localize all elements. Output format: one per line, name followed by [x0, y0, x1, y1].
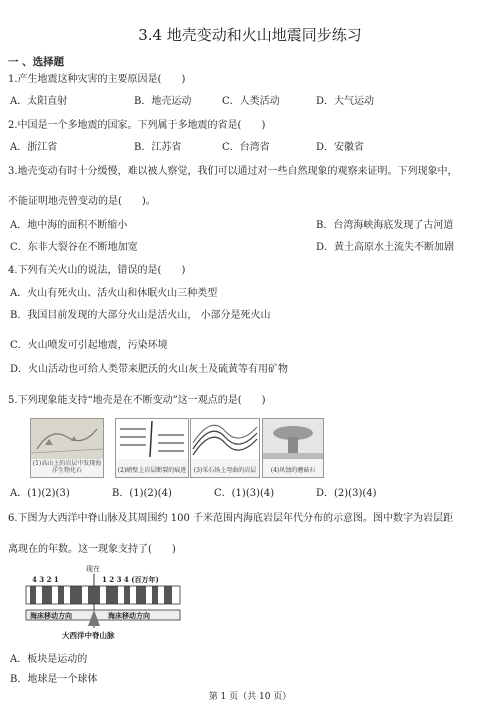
q6-stem-line2: 离现在的年数。这一现象支持了( ) [8, 544, 176, 555]
folded-rock-image [190, 418, 260, 478]
figure-right-arrow-label: 海床移动方向 [108, 611, 150, 620]
q4-option-c: C．火山喷发可引起地震，污染环境 [10, 340, 168, 351]
q2-option-d: D．安徽省 [316, 142, 365, 153]
q3-option-c: C．东非大裂谷在不断地加宽 [10, 242, 138, 253]
q1-option-d: D．大气运动 [316, 96, 375, 107]
fossil-illustration [31, 419, 103, 459]
q5-option-b: B．(1)(2)(4) [112, 488, 172, 499]
q4-option-b: B．我国目前发现的大部分火山是活火山， 小部分是死火山 [10, 310, 271, 321]
rock-fault-illustration [116, 419, 188, 459]
figure-ridge-label: 大西洋中脊山脉 [62, 631, 115, 640]
q2-stem: 2.中国是一个多地震的国家。下列属于多地震的省是( ) [8, 120, 266, 131]
q2-option-b: B．江苏省 [134, 142, 182, 153]
q6-option-a: A．板块是运动的 [10, 654, 88, 665]
page-footer: 第 1 页（共 10 页） [208, 692, 292, 702]
q2-option-c: C．台湾省 [222, 142, 270, 153]
q3-option-b: B．台湾海峡海底发现了古河道 [316, 220, 454, 231]
section-heading: 一 、选择题 [8, 56, 65, 68]
mushroom-rock-image [262, 418, 324, 478]
q3-stem-line2: 不能证明地壳曾变动的是( )。 [8, 196, 156, 207]
q6-option-b: B．地球是一个球体 [10, 674, 98, 685]
figure-now-label: 现在 [86, 565, 100, 573]
rock-fault-caption: (2)峭壁上岩层断裂的痕迹 [117, 467, 187, 474]
q4-option-d: D．火山活动也可给人类带来肥沃的火山灰土及硫黄等有用矿物 [10, 364, 289, 375]
fossil-caption: (1)高山上的岩层中发现海洋生物化石 [32, 460, 102, 474]
q1-option-b: B．地壳运动 [134, 96, 192, 107]
q4-option-a: A．火山有死火山、活火山和休眠火山三种类型 [10, 288, 218, 299]
seafloor-age-diagram [24, 564, 184, 646]
folded-rock-caption: (3)采石场上弯曲的岩层 [193, 467, 257, 474]
q5-stem: 5.下列现象能支持“地壳是在不断变动”这一观点的是( ) [8, 395, 266, 406]
figure-left-arrow-label: 海床移动方向 [30, 611, 72, 620]
page-title: 3.4 地壳变动和火山地震同步练习 [138, 26, 362, 44]
mushroom-rock-caption: (4)风蚀的蘑菇石 [270, 467, 316, 474]
figure-right-ages: 1 2 3 4 (百万年) [102, 575, 159, 584]
q1-stem: 1.产生地震这种灾害的主要原因是( ) [8, 74, 186, 85]
q1-option-c: C．人类活动 [222, 96, 280, 107]
figure-left-ages: 4 3 2 1 [32, 575, 59, 584]
q6-stem-line1: 6.下图为大西洋中脊山脉及其周围约 100 千米范围内海底岩层年代分布的示意图。图中数字为岩层距 [8, 513, 453, 524]
fossil-image [30, 418, 104, 478]
q5-option-d: D．(2)(3)(4) [316, 488, 377, 499]
q3-option-a: A．地中海的面积不断缩小 [10, 220, 128, 231]
mushroom-rock-illustration [263, 419, 323, 459]
q1-option-a: A．太阳直射 [10, 96, 68, 107]
q4-stem: 4.下列有关火山的说法，错误的是( ) [8, 265, 186, 276]
q2-option-a: A．浙江省 [10, 142, 58, 153]
folded-rock-illustration [191, 419, 259, 459]
q3-stem-line1: 3.地壳变动有时十分缓慢，难以被人察觉，我们可以通过对一些自然现象的观察来证明。下列现象中， [8, 166, 458, 177]
q5-option-a: A．(1)(2)(3) [10, 488, 70, 499]
q5-option-c: C．(1)(3)(4) [214, 488, 275, 499]
rock-fault-image [115, 418, 189, 478]
q3-option-d: D．黄土高原水土流失不断加剧 [316, 242, 455, 253]
